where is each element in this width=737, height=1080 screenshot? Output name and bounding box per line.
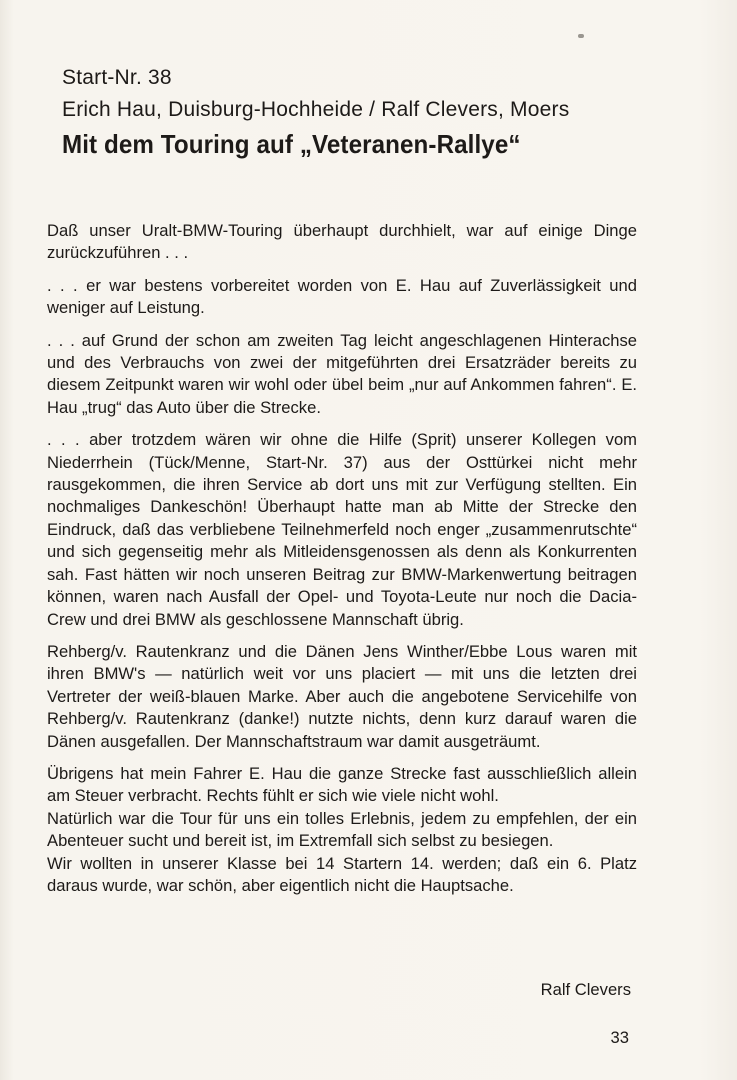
paragraph: Übrigens hat mein Fahrer E. Hau die ganze Strecke fast ausschließlich allein am Steuer verbracht. Rechts fühlt er sich wie viele nicht wohl. — [47, 763, 637, 806]
page-number: 33 — [610, 1028, 629, 1047]
article-title: Mit dem Touring auf „Veteranen-Rallye“ — [62, 129, 521, 159]
paragraph: Wir wollten in unserer Klasse bei 14 Startern 14. werden; daß ein 6. Platz daraus wurde, war schön, aber eigentlich nicht die Hauptsache. — [47, 853, 637, 895]
article-header — [62, 62, 682, 162]
paragraph: . . . er war bestens vorbereitet worden von E. Hau auf Zuverlässigkeit und weniger auf Leistung. — [47, 275, 637, 318]
paper-speck — [578, 34, 584, 38]
paragraph: . . . auf Grund der schon am zweiten Tag leicht angeschlagenen Hinterachse und des Verbrauchs von zwei der mitgeführten drei Ersatzräder bereits zu diesem Zeitpunkt waren wir wohl oder übel beim „nur auf Ankommen fahren“. E. Hau „trug“ das Auto über die Strecke. — [47, 330, 637, 417]
paragraph: Natürlich war die Tour für uns ein tolles Erlebnis, jedem zu empfehlen, der ein Abenteuer sucht und bereit ist, im Extremfall sich selbst zu besiegen. — [47, 808, 637, 851]
start-number: Start-Nr. 38 — [62, 66, 172, 89]
article-body — [47, 220, 637, 897]
paragraph: Daß unser Uralt-BMW-Touring überhaupt durchhielt, war auf einige Dinge zurückzuführen . . . — [47, 221, 637, 263]
driver-names: Erich Hau, Duisburg-Hochheide / Ralf Clevers, Moers — [62, 98, 570, 121]
paragraph: Rehberg/v. Rautenkranz und die Dänen Jens Winther/Ebbe Lous waren mit ihren BMW's — natürlich weit vor uns placiert — mit uns die letzten drei Vertreter der weiß-blauen Marke. Aber auch die angebotene Servicehilfe von Rehberg/v. Rautenkranz (danke!) nutzte nichts, denn kurz darauf waren die Dänen ausgefallen. Der Mannschaftstraum war damit ausgeträumt. — [47, 641, 637, 751]
paragraph: . . . aber trotzdem wären wir ohne die Hilfe (Sprit) unserer Kollegen vom Niederrhein (Tück/Menne, Start-Nr. 37) aus der Osttürkei nicht mehr rausgekommen, die ihren Service ab dort uns mit zur Verfügung stellten. Ein nochmaliges Dankeschön! Überhaupt hatte man ab Mitte der Strecke den Eindruck, daß das verbliebene Teilnehmerfeld noch enger „zusammenrutschte“ und sich gegenseitig mehr als Mitleidensgenossen als denn als Konkurrenten sah. Fast hätten wir noch unseren Beitrag zur BMW-Markenwertung beitragen können, waren nach Ausfall der Opel- und Toyota-Leute nur noch die Dacia-Crew und drei BMW als geschlossene Mannschaft übrig. — [47, 430, 637, 629]
author-signature: Ralf Clevers — [540, 980, 631, 999]
